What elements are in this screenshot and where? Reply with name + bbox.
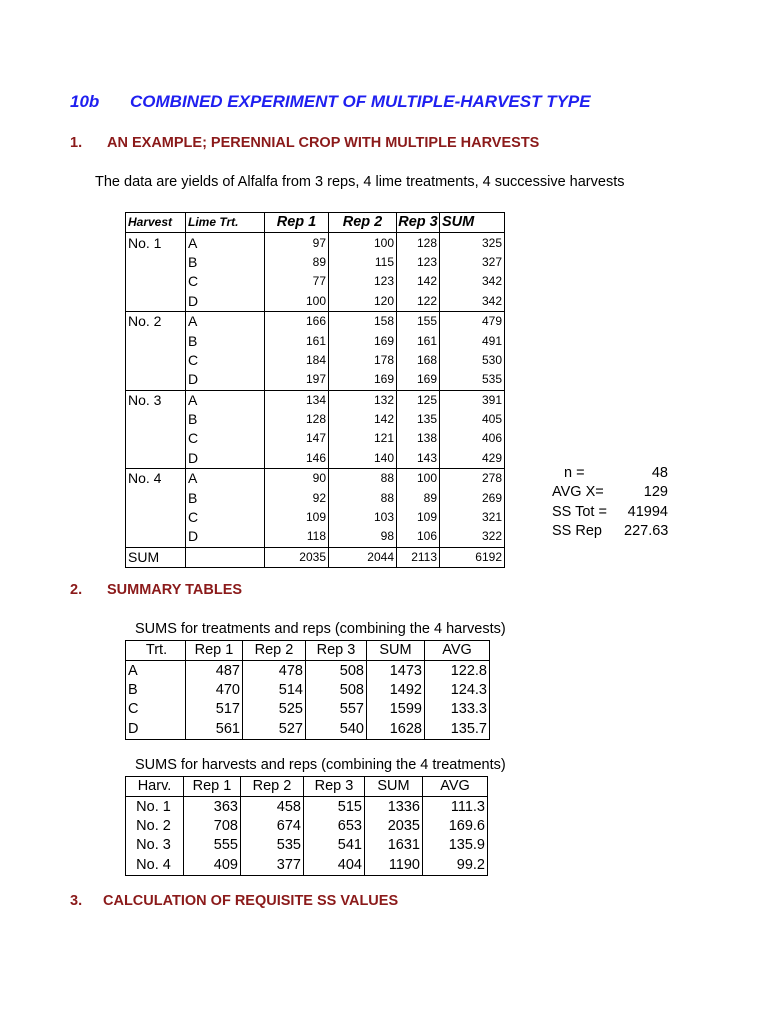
lime-treatment-cell [186,331,265,350]
column-header: Lime Trt. [186,213,265,233]
column-header: SUM [440,213,505,233]
stat-label: AVG X= [552,484,604,501]
harvest-label: No. 4 [126,469,186,489]
lime-treatment-cell [186,370,265,390]
data-cell: 77 [265,272,329,291]
table-row [126,856,488,876]
data-cell: 404 [304,856,365,876]
data-cell: 391 [440,390,505,410]
table-row [126,370,505,390]
data-cell: 508 [306,681,367,700]
data-cell: 88 [329,488,397,507]
table-row [126,469,505,489]
data-cell: 100 [329,233,397,253]
stat-row [552,483,668,502]
data-cell: 514 [243,681,306,700]
harvest-label [126,410,186,429]
lime-treatment: B [188,411,198,428]
lime-treatment: C [188,273,199,290]
harvest-label [126,292,186,312]
lime-treatment: A [188,234,198,251]
data-cell: 122.8 [425,661,490,681]
harvest-label [126,331,186,350]
data-cell: 135.7 [425,720,490,740]
data-cell: 363 [184,797,241,817]
data-cell: 342 [440,292,505,312]
lime-treatment: D [188,528,199,545]
table-row [126,817,488,836]
data-cell: 166 [265,311,329,331]
lime-treatment: D [188,449,199,466]
column-header: Rep 3 [304,777,365,797]
data-cell: 99.2 [423,856,488,876]
data-cell: 478 [243,661,306,681]
sum-cell: 2035 [265,547,329,567]
harvest-label [126,429,186,448]
lime-treatment-cell [186,233,265,253]
row-label: No. 2 [126,817,184,836]
row-label: No. 1 [126,797,184,817]
harvest-label [126,527,186,547]
data-cell: 479 [440,311,505,331]
section-title: CALCULATION OF REQUISITE SS VALUES [103,893,399,909]
data-cell: 97 [265,233,329,253]
stat-row [552,503,668,522]
harvest-label [126,449,186,469]
row-label: No. 3 [126,836,184,855]
data-cell: 458 [241,797,304,817]
data-cell: 132 [329,390,397,410]
data-cell: 321 [440,508,505,527]
harvest-label [126,508,186,527]
harvest-label [126,351,186,370]
column-header: Rep 2 [243,641,306,661]
table-row [126,488,505,507]
title-text: COMBINED EXPERIMENT OF MULTIPLE-HARVEST TYPE [130,92,591,111]
lime-treatment: C [188,430,199,447]
data-cell: 540 [306,720,367,740]
lime-treatment: B [188,253,198,270]
data-cell: 143 [397,449,440,469]
column-header: Harv. [126,777,184,797]
column-header: Rep 1 [186,641,243,661]
data-cell: 708 [184,817,241,836]
treatment-table-caption: SUMS for treatments and reps (combining the 4 harvests) [135,621,506,637]
data-cell: 169 [329,331,397,350]
table-row [126,720,490,740]
data-cell: 89 [265,253,329,272]
data-cell: 134 [265,390,329,410]
data-cell: 1631 [365,836,423,855]
data-cell: 653 [304,817,365,836]
data-cell: 1336 [365,797,423,817]
harvest-label [126,488,186,507]
table-row [126,700,490,719]
data-cell: 555 [184,836,241,855]
lime-treatment-cell [186,390,265,410]
row-label: C [126,700,186,719]
section-number: 3. [70,893,83,909]
harvest-label [126,370,186,390]
column-header: AVG [425,641,490,661]
data-cell: 123 [397,253,440,272]
data-cell: 674 [241,817,304,836]
stat-value: 227.63 [624,523,669,540]
data-cell: 322 [440,527,505,547]
data-cell: 109 [265,508,329,527]
lime-treatment-cell [186,351,265,370]
data-cell: 138 [397,429,440,448]
table-header-row [126,213,505,233]
data-cell: 470 [186,681,243,700]
column-header: Rep 2 [241,777,304,797]
lime-treatment-cell [186,410,265,429]
data-cell: 325 [440,233,505,253]
data-cell: 111.3 [423,797,488,817]
harvest-label: No. 2 [126,311,186,331]
data-cell: 100 [265,292,329,312]
lime-treatment-cell [186,469,265,489]
row-label: D [126,720,186,740]
harvest-label [126,253,186,272]
row-label: A [126,661,186,681]
data-cell: 405 [440,410,505,429]
data-cell: 2035 [365,817,423,836]
sum-label: SUM [126,547,186,567]
stat-label: n = [564,465,585,481]
page-title [70,92,591,112]
column-header: Harvest [126,213,186,233]
column-header: SUM [367,641,425,661]
data-cell: 1492 [367,681,425,700]
data-cell: 197 [265,370,329,390]
data-cell: 115 [329,253,397,272]
data-cell: 1628 [367,720,425,740]
section-title: SUMMARY TABLES [107,582,243,598]
data-cell: 158 [329,311,397,331]
lime-treatment: B [188,489,198,506]
data-cell: 142 [329,410,397,429]
data-cell: 491 [440,331,505,350]
treatment-sums-table [125,640,490,740]
lime-treatment-cell [186,527,265,547]
data-cell: 120 [329,292,397,312]
table-row [126,797,488,817]
intro-text: The data are yields of Alfalfa from 3 reps, 4 lime treatments, 4 successive harvests [95,174,625,190]
sum-cell: 2113 [397,547,440,567]
harvest-sums-table [125,776,488,876]
data-cell: 178 [329,351,397,370]
lime-treatment-cell [186,508,265,527]
title-code: 10b [70,92,100,111]
table-row [126,390,505,410]
data-cell: 561 [186,720,243,740]
sum-cell: 6192 [440,547,505,567]
section-number: 2. [70,582,83,598]
data-cell: 327 [440,253,505,272]
table-row [126,449,505,469]
section-number: 1. [70,135,83,151]
lime-treatment-cell [186,292,265,312]
lime-treatment: B [188,332,198,349]
lime-treatment-cell [186,272,265,291]
data-cell: 535 [440,370,505,390]
lime-treatment: C [188,509,199,526]
data-cell: 122 [397,292,440,312]
table-row [126,292,505,312]
data-cell: 123 [329,272,397,291]
data-cell: 124.3 [425,681,490,700]
data-cell: 88 [329,469,397,489]
data-cell: 527 [243,720,306,740]
data-cell: 92 [265,488,329,507]
lime-treatment: A [188,391,198,408]
data-cell: 128 [265,410,329,429]
table-row [126,681,490,700]
table-row [126,233,505,253]
table-row [126,331,505,350]
data-cell: 377 [241,856,304,876]
data-cell: 109 [397,508,440,527]
data-cell: 487 [186,661,243,681]
data-cell: 169 [329,370,397,390]
data-cell: 169 [397,370,440,390]
lime-treatment-cell [186,253,265,272]
data-cell: 278 [440,469,505,489]
data-cell: 429 [440,449,505,469]
table-row [126,351,505,370]
data-cell: 135.9 [423,836,488,855]
summary-statistics [552,464,668,542]
data-cell: 89 [397,488,440,507]
column-header: AVG [423,777,488,797]
lime-treatment: A [188,313,198,330]
table-row [126,272,505,291]
data-cell: 1599 [367,700,425,719]
harvest-label [126,272,186,291]
table-header-row [126,641,490,661]
stat-row [552,464,668,483]
data-cell: 269 [440,488,505,507]
column-header: Rep 3 [397,213,440,233]
table-row [126,429,505,448]
data-cell: 517 [186,700,243,719]
data-cell: 525 [243,700,306,719]
data-cell: 142 [397,272,440,291]
column-header: SUM [365,777,423,797]
data-cell: 90 [265,469,329,489]
harvest-label: No. 3 [126,390,186,410]
lime-treatment: D [188,292,199,309]
section-2-heading [70,582,242,598]
column-header: Rep 2 [329,213,397,233]
data-cell: 184 [265,351,329,370]
section-1-heading [70,135,539,151]
stat-row [552,522,668,541]
table-header-row [126,777,488,797]
stat-value: 48 [651,465,668,481]
stat-value: 41994 [627,503,668,520]
data-cell: 1473 [367,661,425,681]
data-cell: 100 [397,469,440,489]
lime-treatment: C [188,351,199,368]
sum-row [126,547,505,567]
data-cell: 128 [397,233,440,253]
data-cell: 147 [265,429,329,448]
empty-cell [186,547,265,567]
column-header: Rep 3 [306,641,367,661]
data-cell: 168 [397,351,440,370]
table-row [126,836,488,855]
data-cell: 121 [329,429,397,448]
data-cell: 342 [440,272,505,291]
table-row [126,508,505,527]
data-cell: 133.3 [425,700,490,719]
data-cell: 1190 [365,856,423,876]
data-cell: 155 [397,311,440,331]
data-cell: 557 [306,700,367,719]
data-cell: 515 [304,797,365,817]
table-row [126,527,505,547]
data-cell: 140 [329,449,397,469]
lime-treatment: D [188,371,199,388]
stat-value: 129 [643,484,668,501]
lime-treatment-cell [186,449,265,469]
table-row [126,253,505,272]
column-header: Rep 1 [265,213,329,233]
column-header: Trt. [126,641,186,661]
data-cell: 161 [397,331,440,350]
harvest-table-caption: SUMS for harvests and reps (combining the 4 treatments) [135,757,506,773]
yield-data-table [125,212,505,568]
data-cell: 135 [397,410,440,429]
data-cell: 409 [184,856,241,876]
table-row [126,661,490,681]
lime-treatment-cell [186,488,265,507]
data-cell: 103 [329,508,397,527]
lime-treatment-cell [186,429,265,448]
data-cell: 146 [265,449,329,469]
lime-treatment-cell [186,311,265,331]
data-cell: 169.6 [423,817,488,836]
data-cell: 106 [397,527,440,547]
sum-cell: 2044 [329,547,397,567]
data-cell: 98 [329,527,397,547]
harvest-label: No. 1 [126,233,186,253]
lime-treatment: A [188,470,198,487]
data-cell: 125 [397,390,440,410]
data-cell: 508 [306,661,367,681]
data-cell: 161 [265,331,329,350]
section-title: AN EXAMPLE; PERENNIAL CROP WITH MULTIPLE HARVESTS [107,135,540,151]
data-cell: 541 [304,836,365,855]
row-label: No. 4 [126,856,184,876]
column-header: Rep 1 [184,777,241,797]
data-cell: 530 [440,351,505,370]
data-cell: 406 [440,429,505,448]
table-row [126,410,505,429]
row-label: B [126,681,186,700]
table-row [126,311,505,331]
data-cell: 535 [241,836,304,855]
data-cell: 118 [265,527,329,547]
stat-label: SS Rep [552,523,602,540]
stat-label: SS Tot = [552,503,607,520]
section-3-heading [70,893,398,909]
